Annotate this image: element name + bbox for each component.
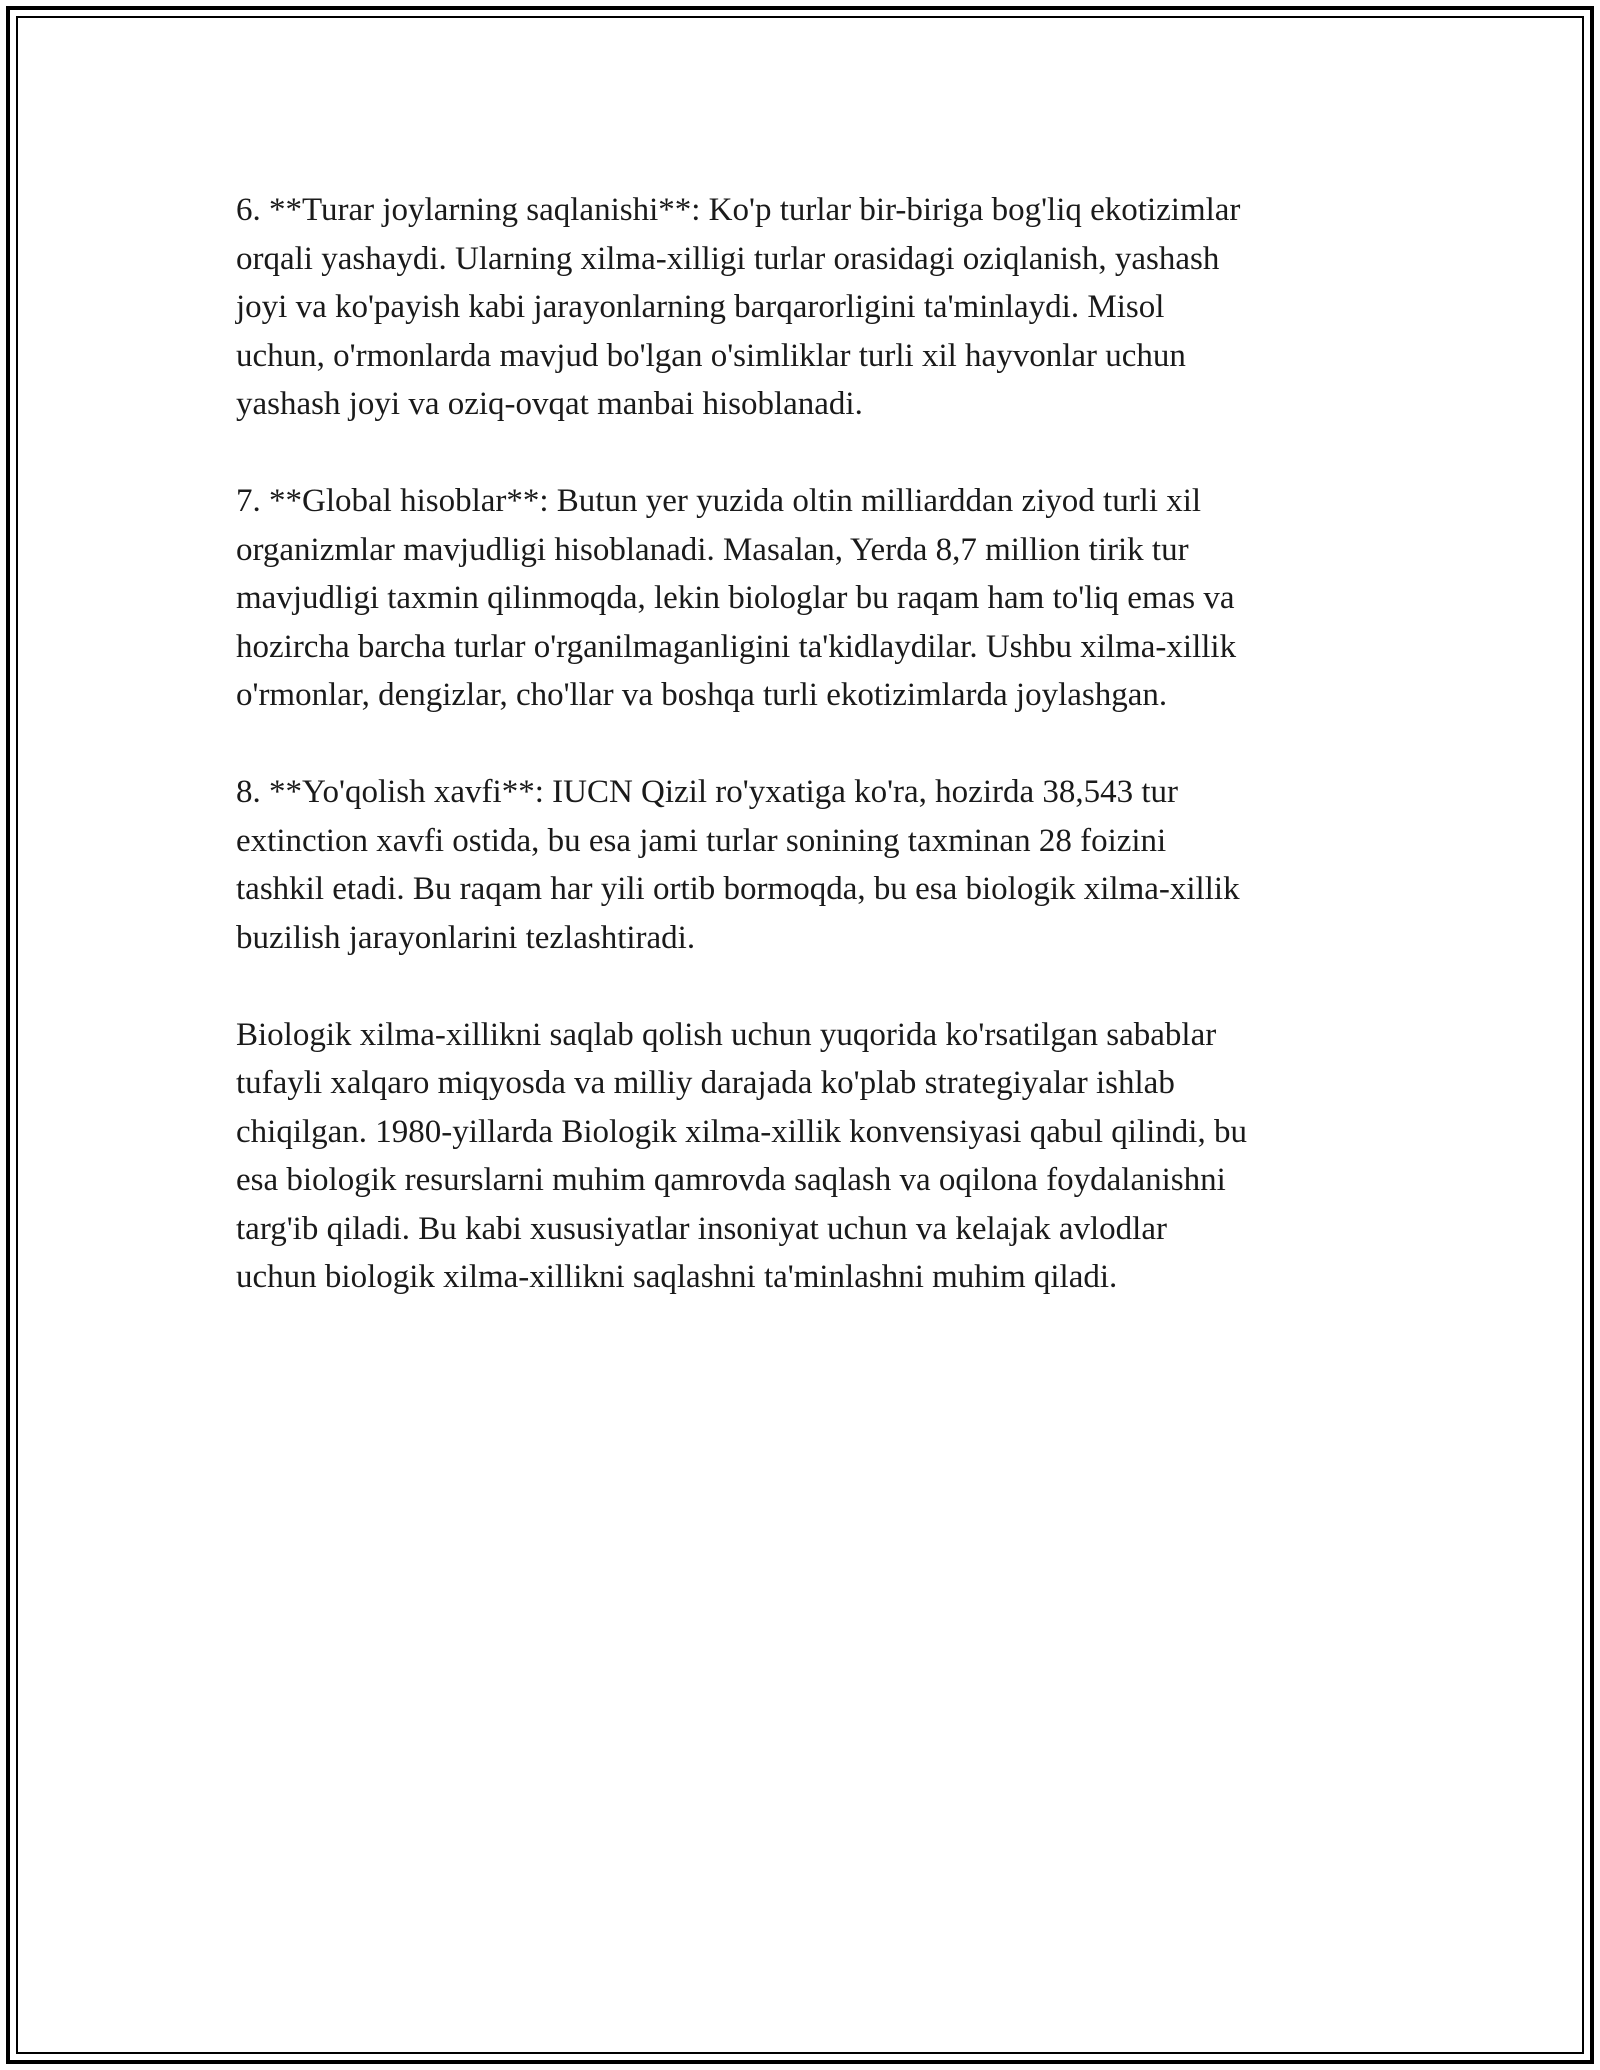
- paragraph-yoqolish-xavfi: 8. **Yo'qolish xavfi**: IUCN Qizil ro'yxatiga ko'ra, hozirda 38,543 tur extinction xavfi ostida, bu esa jami turlar sonining taxminan 28 foizini tashkil etadi. Bu raqam har yili ortib bormoqda, bu esa biologik xilma-xillik buzilish jarayonlarini tezlashtiradi.: [236, 774, 1240, 956]
- paragraph-global-hisoblar: 7. **Global hisoblar**: Butun yer yuzida oltin milliarddan ziyod turli xil organizmlar mavjudligi hisoblanadi. Masalan, Yerda 8,7 million tirik tur mavjudligi taxmin qilinmoqda, lekin biologlar bu raqam ham to'liq emas va hozircha barcha turlar o'rganilmaganligini ta'kidlaydilar. Ushbu xilma-xillik o'rmonlar, dengizlar, cho'llar va boshqa turli ekotizimlarda joylashgan.: [236, 483, 1237, 713]
- paragraph-turar-joylar: 6. **Turar joylarning saqlanishi**: Ko'p turlar bir-biriga bog'liq ekotizimlar orqali yashaydi. Ularning xilma-xilligi turlar orasidagi oziqlanish, yashash joyi va ko'payish kabi jarayonlarning barqarorligini ta'minlaydi. Misol uchun, o'rmonlarda mavjud bo'lgan o'simliklar turli xil hayvonlar uchun yashash joyi va oziq-ovqat manbai hisoblanadi.: [236, 192, 1241, 422]
- document-body: [236, 186, 1366, 1350]
- paragraph-xulosa: Biologik xilma-xillikni saqlab qolish uchun yuqorida ko'rsatilgan sabablar tufayli xalqaro miqyosda va milliy darajada ko'plab strategiyalar ishlab chiqilgan. 1980-yillarda Biologik xilma-xillik konvensiyasi qabul qilindi, bu esa biologik resurslarni muhim qamrovda saqlash va oqilona foydalanishni targ'ib qiladi. Bu kabi xususiyatlar insoniyat uchun va kelajak avlodlar uchun biologik xilma-xillikni saqlashni ta'minlashni muhim qiladi.: [236, 1016, 1247, 1295]
